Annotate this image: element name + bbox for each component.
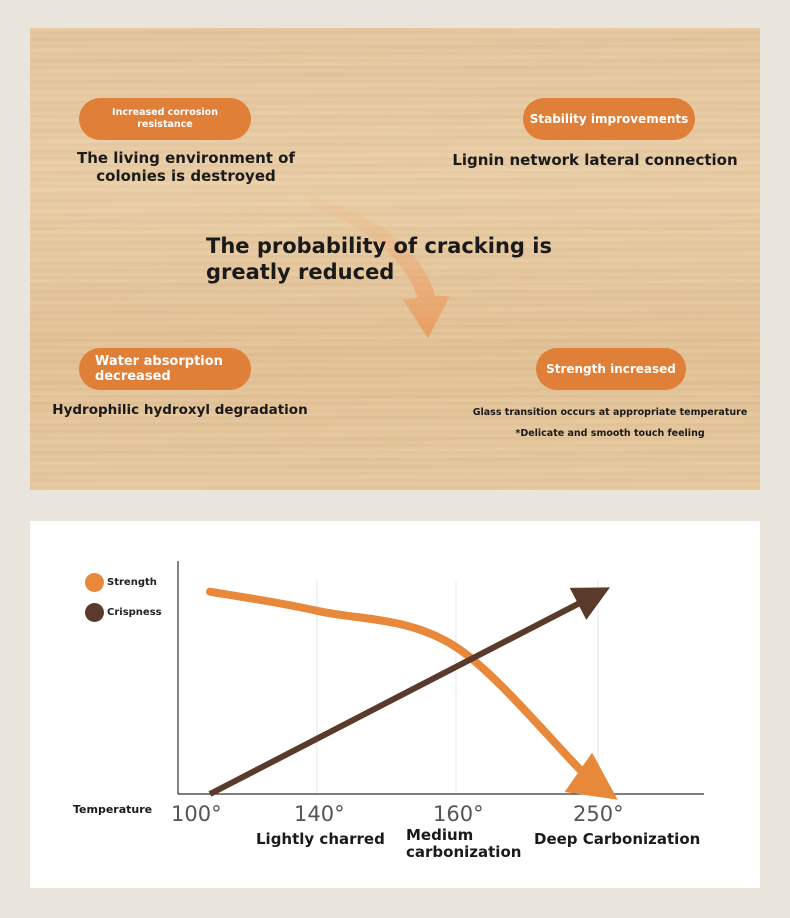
glass-transition-caption: Glass transition occurs at appropriate temperature: [472, 407, 748, 418]
wood-panel: [30, 28, 760, 490]
chart-card: [30, 521, 760, 888]
legend-label-strength: Strength: [107, 577, 157, 588]
colonies-caption: The living environment of colonies is destroyed: [76, 149, 295, 185]
stability-badge: [523, 98, 695, 140]
x-tick-label: 160°: [433, 802, 484, 826]
stage-label-lightly-charred: Lightly charred: [256, 830, 385, 848]
cracking-headline: The probability of cracking is greatly reduced: [206, 234, 552, 284]
stage-label-deep-carbonization: Deep Carbonization: [534, 830, 701, 848]
lignin-caption: Lignin network lateral connection: [452, 151, 738, 169]
hydroxyl-caption: Hydrophilic hydroxyl degradation: [52, 402, 308, 418]
x-axis-label: Temperature: [73, 803, 153, 816]
x-tick-label: 250°: [573, 802, 624, 826]
badge-label: Stability improvements: [529, 112, 689, 126]
badge-label: Water absorption decreased: [95, 354, 223, 384]
legend-label-crispness: Crispness: [107, 607, 162, 618]
stage-label-medium-carbonization: Medium carbonization: [406, 826, 522, 861]
x-tick-label: 100°: [171, 802, 222, 826]
touch-caption: *Delicate and smooth touch feeling: [515, 428, 705, 439]
corrosion-resistance-badge: [79, 98, 251, 140]
strength-increased-badge: [536, 348, 686, 390]
water-absorption-badge: [79, 348, 251, 390]
x-tick-label: 140°: [294, 802, 345, 826]
badge-label: Increased corrosion resistance: [112, 107, 218, 130]
badge-label: Strength increased: [546, 362, 676, 376]
